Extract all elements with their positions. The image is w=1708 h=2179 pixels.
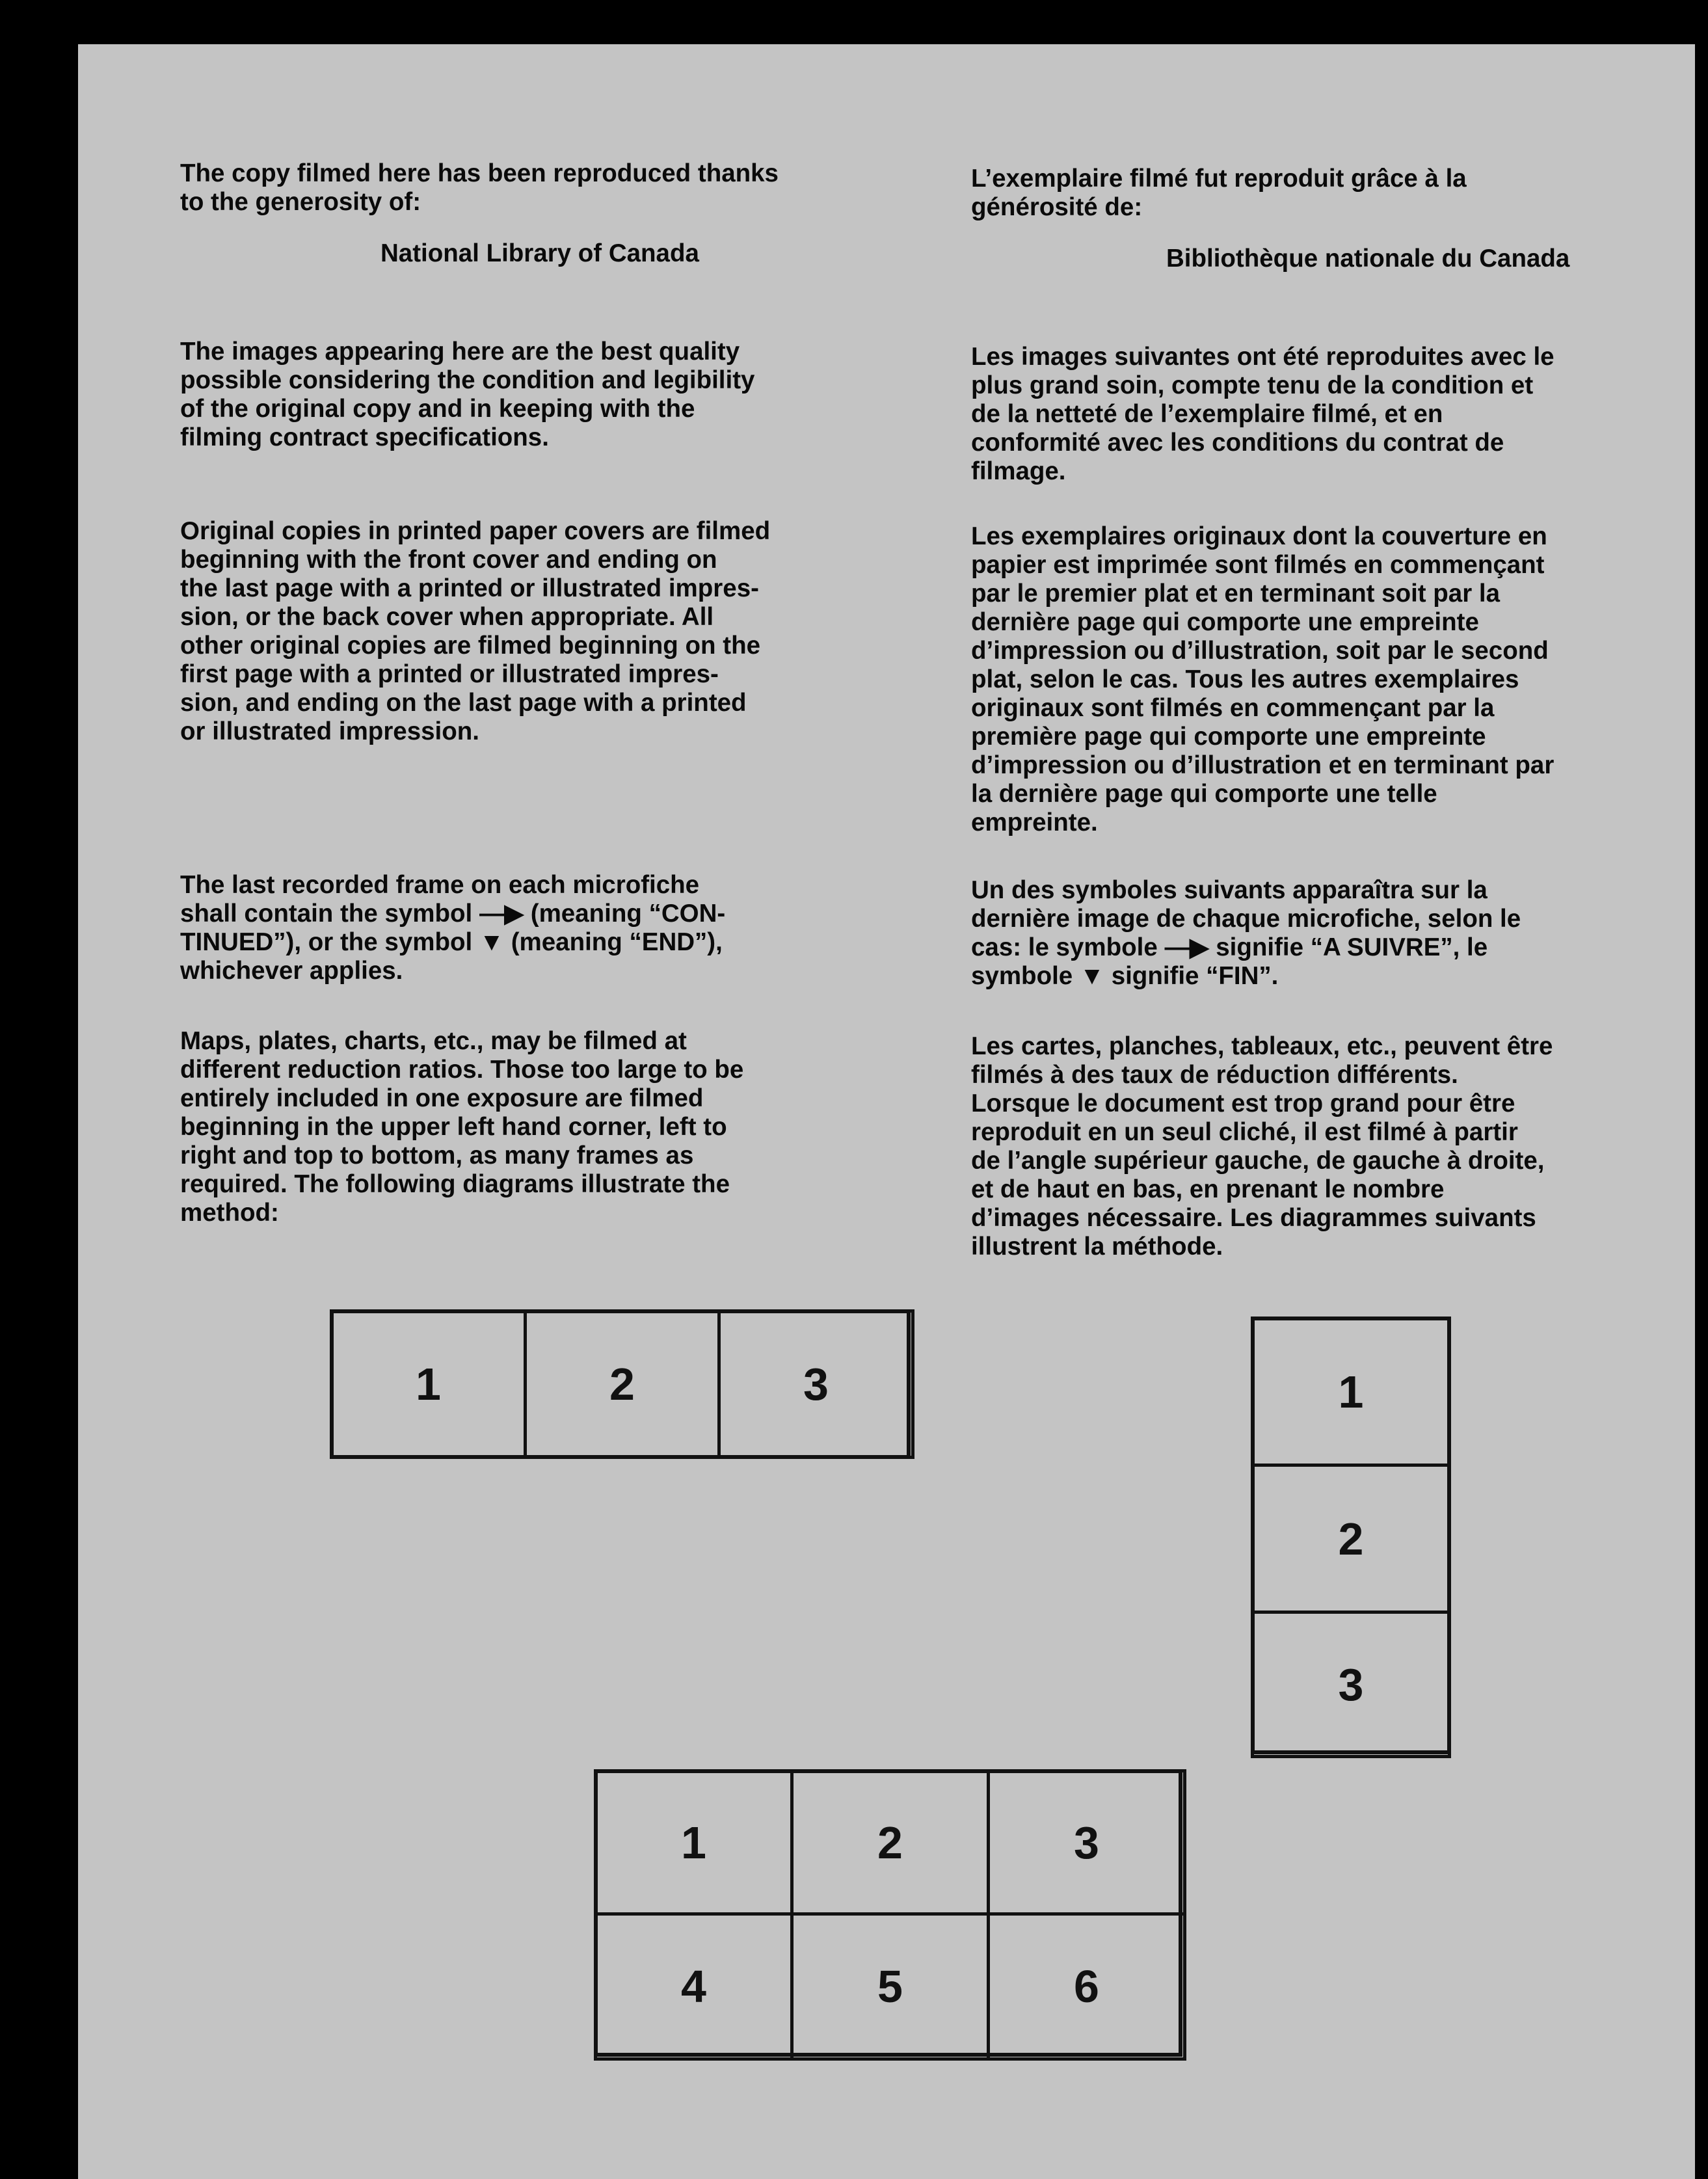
intro-text-en: The copy filmed here has been reproduced thanks to the generosity of: [180, 159, 779, 216]
frame-cell: 3 [717, 1309, 914, 1459]
maps-text-fr: Les cartes, planches, tableaux, etc., peuvent être filmés à des taux de réduction différents. Lorsque le document est trop grand pour être reproduit en un seul cliché, il est filmé à partir de l’angle supérieur gauche, de gauche à droite, et de haut en bas, en prenant le nombre d’images nécessaire. Les diagrammes suivants illustrent la méthode. [971, 1032, 1553, 1261]
originals-text-en: Original copies in printed paper covers are filmed beginning with the front cover and ending on the last page with a printed or illustrated impres- sion, or the back cover when appropriate. All other original copies are filmed beginning on the first page with a printed or illustrated impres- sion, and ending on the last page with a printed or illustrated impression. [180, 517, 771, 745]
frame-cell: 2 [1251, 1464, 1451, 1614]
quality-text-fr: Les images suivantes ont été reproduites avec le plus grand soin, compte tenu de la condition et de la netteté de l’exemplaire filmé, et en conformité avec les conditions du contrat de filmage. [971, 343, 1555, 485]
diagram-vertical [1251, 1317, 1451, 1754]
symbols-text-en: The last recorded frame on each microfiche shall contain the symbol —▶ (meaning “CON- TINUED”), or the symbol ▼ (meaning “END”), whichever applies. [180, 871, 726, 985]
frame-cell: 1 [594, 1769, 794, 1916]
frame-cell: 1 [330, 1309, 527, 1459]
quality-text-en: The images appearing here are the best quality possible considering the condition and legibility of the original copy and in keeping with the filming contract specifications. [180, 338, 755, 451]
institution-fr: Bibliothèque nationale du Canada [1166, 245, 1570, 273]
symbols-text-fr: Un des symboles suivants apparaîtra sur la dernière image de chaque microfiche, selon le cas: le symbole —▶ signifie “A SUIVRE”, le symbole ▼ signifie “FIN”. [971, 876, 1521, 990]
diagram-grid [594, 1769, 1182, 2057]
frame-cell: 6 [987, 1912, 1186, 2061]
originals-text-fr: Les exemplaires originaux dont la couverture en papier est imprimée sont filmés en commençant par le premier plat et en terminant soit par la dernière page qui comporte une empreinte d’impression ou d’illustration, soit par le second plat, selon le cas. Tous les autres exemplaires originaux sont filmés en commençant par la première page qui comporte une empreinte d’impression ou d’illustration et en terminant par la dernière page qui comporte une telle empreinte. [971, 522, 1555, 836]
intro-text-fr: L’exemplaire filmé fut reproduit grâce à la générosité de: [971, 165, 1467, 221]
frame-cell: 5 [790, 1912, 990, 2061]
frame-cell: 1 [1251, 1317, 1451, 1467]
frame-cell: 2 [524, 1309, 721, 1459]
frame-cell: 4 [594, 1912, 794, 2061]
frame-cell: 3 [987, 1769, 1186, 1916]
diagram-horizontal [330, 1309, 911, 1459]
maps-text-en: Maps, plates, charts, etc., may be filmed at different reduction ratios. Those too large to be entirely included in one exposure are filmed beginning in the upper left hand corner, left to right and top to bottom, as many frames as required. The following diagrams illustrate the method: [180, 1027, 744, 1227]
frame-cell: 3 [1251, 1611, 1451, 1758]
frame-cell: 2 [790, 1769, 990, 1916]
institution-en: National Library of Canada [380, 239, 699, 267]
